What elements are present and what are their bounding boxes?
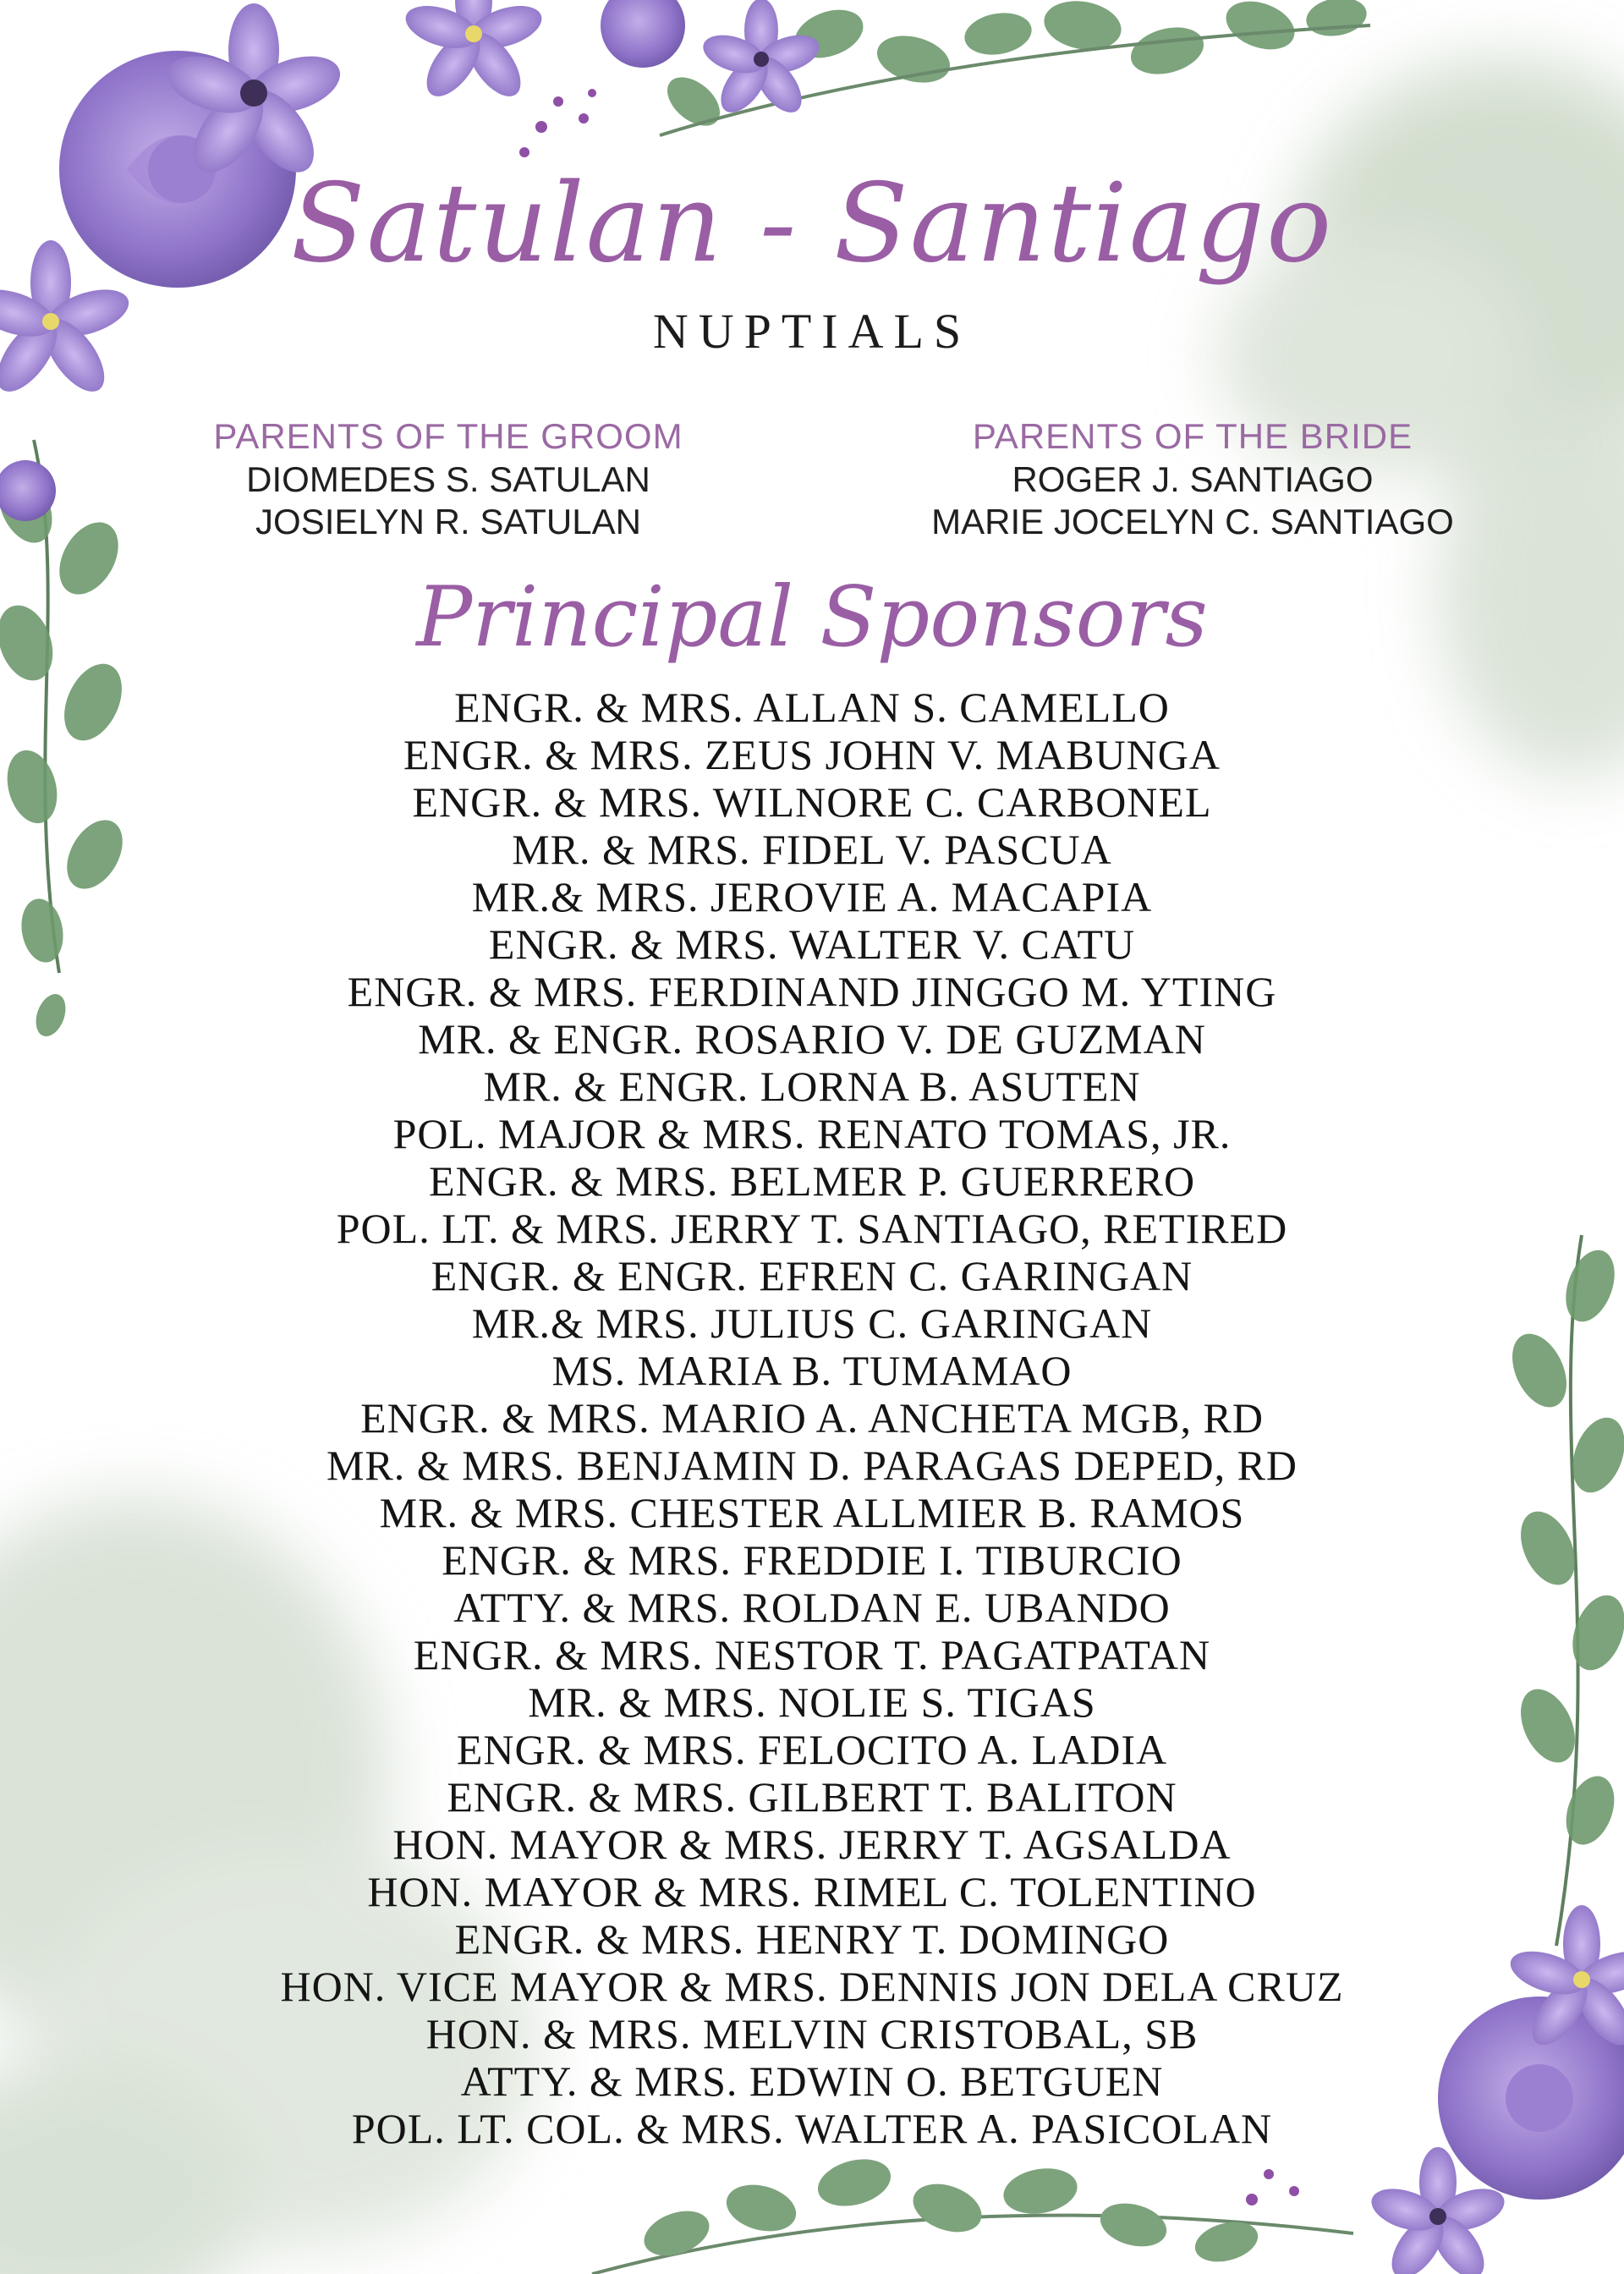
parents-of-bride-heading: PARENTS OF THE BRIDE [972,416,1413,456]
sponsor-item: MR. & MRS. CHESTER ALLMIER B. RAMOS [379,1489,1245,1536]
nuptials-subtitle: NUPTIALS [652,304,972,359]
eucalyptus-bottom-garland [592,2151,1353,2274]
sponsor-item: HON. MAYOR & MRS. RIMEL C. TOLENTINO [367,1868,1257,1915]
sponsor-item: MR. & MRS. BENJAMIN D. PARAGAS DEPED, RD [326,1442,1298,1489]
bride-father-name: ROGER J. SANTIAGO [1012,459,1374,499]
sponsor-item: ENGR. & MRS. HENRY T. DOMINGO [454,1915,1170,1963]
principal-sponsors-heading: Principal Sponsors [416,569,1208,666]
sponsor-item: MR. & ENGR. ROSARIO V. DE GUZMAN [418,1015,1206,1063]
sponsor-item: HON. VICE MAYOR & MRS. DENNIS JON DELA CRUZ [280,1963,1344,2010]
sponsor-item: ENGR. & MRS. BELMER P. GUERRERO [428,1157,1196,1205]
sponsor-item: ENGR. & MRS. FERDINAND JINGGO M. YTING [347,968,1277,1015]
sponsor-item: POL. MAJOR & MRS. RENATO TOMAS, JR. [392,1110,1232,1157]
sponsor-item: ENGR. & MRS. NESTOR T. PAGATPATAN [413,1631,1211,1678]
sponsor-item: ATTY. & MRS. EDWIN O. BETGUEN [460,2057,1164,2105]
sponsor-item: ENGR. & ENGR. EFREN C. GARINGAN [431,1252,1193,1299]
sponsor-item: HON. & MRS. MELVIN CRISTOBAL, SB [425,2010,1199,2057]
sponsor-item: MR.& MRS. JULIUS C. GARINGAN [471,1299,1153,1347]
sponsor-item: MR. & MRS. FIDEL V. PASCUA [512,826,1112,873]
sponsor-item: ENGR. & MRS. MARIO A. ANCHETA MGB, RD [360,1394,1264,1442]
sponsor-item: ENGR. & MRS. WALTER V. CATU [488,920,1136,968]
sponsor-item: POL. LT. COL. & MRS. WALTER A. PASICOLAN [351,2105,1273,2152]
groom-mother-name: JOSIELYN R. SATULAN [255,502,641,541]
sponsor-item: ENGR. & MRS. FREDDIE I. TIBURCIO [442,1536,1182,1584]
parents-of-groom-heading: PARENTS OF THE GROOM [213,416,683,456]
sponsor-item: MS. MARIA B. TUMAMAO [551,1347,1073,1394]
sponsor-item: ENGR. & MRS. WILNORE C. CARBONEL [412,778,1212,826]
sponsor-item: ATTY. & MRS. ROLDAN E. UBANDO [453,1584,1171,1631]
sponsor-item: MR. & ENGR. LORNA B. ASUTEN [483,1063,1141,1110]
sponsor-item: HON. MAYOR & MRS. JERRY T. AGSALDA [392,1821,1232,1868]
sponsor-item: POL. LT. & MRS. JERRY T. SANTIAGO, RETIRED [336,1205,1288,1252]
sponsor-item: ENGR. & MRS. ZEUS JOHN V. MABUNGA [403,731,1221,778]
sponsor-list [0,684,1624,2152]
parents-of-groom [127,415,770,543]
parents-of-bride [871,415,1514,543]
sponsor-item: ENGR. & MRS. ALLAN S. CAMELLO [454,684,1170,731]
sponsor-item: MR.& MRS. JEROVIE A. MACAPIA [471,873,1153,920]
groom-father-name: DIOMEDES S. SATULAN [246,459,650,499]
sponsor-item: ENGR. & MRS. GILBERT T. BALITON [447,1773,1177,1821]
bride-mother-name: MARIE JOCELYN C. SANTIAGO [931,502,1454,541]
sponsor-item: MR. & MRS. NOLIE S. TIGAS [528,1678,1096,1726]
couple-title: Satulan - Santiago [290,161,1334,287]
sponsor-item: ENGR. & MRS. FELOCITO A. LADIA [456,1726,1168,1773]
